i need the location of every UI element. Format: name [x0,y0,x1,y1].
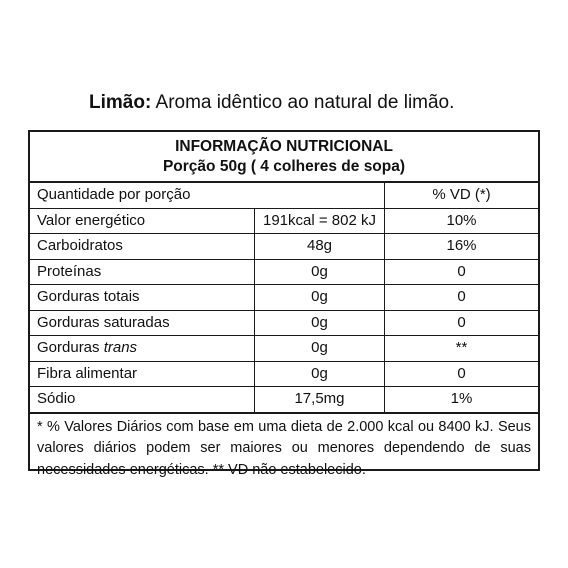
table-row [30,361,538,387]
nutrition-header [30,132,538,183]
nutrient-vd: 16% [385,234,539,260]
nutrient-amount: 0g [255,361,385,387]
nutrient-vd: 0 [385,310,539,336]
footnote: * % Valores Diários com base em uma dieta de 2.000 kcal ou 8400 kJ. Seus valores diários podem ser maiores ou menores dependendo de suas necessidades energéticas. ** VD não estabelecido. [37,418,531,478]
flavor-name: Limão: [89,92,152,113]
table-row [30,310,538,336]
table-row [30,208,538,234]
nutrient-amount: 48g [255,234,385,260]
vd-header: % VD (*) [385,183,539,208]
nutrition-table [30,183,538,414]
table-row [30,336,538,362]
nutrient-amount: 191kcal = 802 kJ [255,208,385,234]
nutrient-name: Carboidratos [30,234,255,260]
flavor-line [89,92,454,114]
nutrient-amount: 0g [255,259,385,285]
nutrition-title: INFORMAÇÃO NUTRICIONAL [175,138,393,155]
nutrient-name: Sódio [30,387,255,413]
table-row [30,259,538,285]
nutrient-name: Fibra alimentar [30,361,255,387]
nutrient-vd: 1% [385,387,539,413]
nutrient-vd: 0 [385,361,539,387]
table-row [30,285,538,311]
nutrient-vd: 0 [385,285,539,311]
flavor-description: Aroma idêntico ao natural de limão. [155,92,455,113]
table-row [30,234,538,260]
table-header-row [30,183,538,208]
nutrient-name-text: Gorduras [37,339,100,357]
nutrient-amount: 0g [255,310,385,336]
nutrient-name-italic: trans [103,339,138,357]
nutrient-vd: 0 [385,259,539,285]
nutrient-name: Valor energético [30,208,255,234]
nutrient-name [30,336,255,362]
nutrient-amount: 17,5mg [255,387,385,413]
nutrient-vd: ** [385,336,539,362]
nutrient-name: Proteínas [30,259,255,285]
nutrition-facts-panel [28,130,540,478]
table-row [30,387,538,413]
nutrient-amount: 0g [255,336,385,362]
nutrient-amount: 0g [255,285,385,311]
portion-size: Porção 50g ( 4 colheres de sopa) [162,158,406,175]
quantity-header: Quantidade por porção [30,183,385,208]
nutrient-vd: 10% [385,208,539,234]
nutrient-name: Gorduras saturadas [30,310,255,336]
nutrient-name: Gorduras totais [30,285,255,311]
